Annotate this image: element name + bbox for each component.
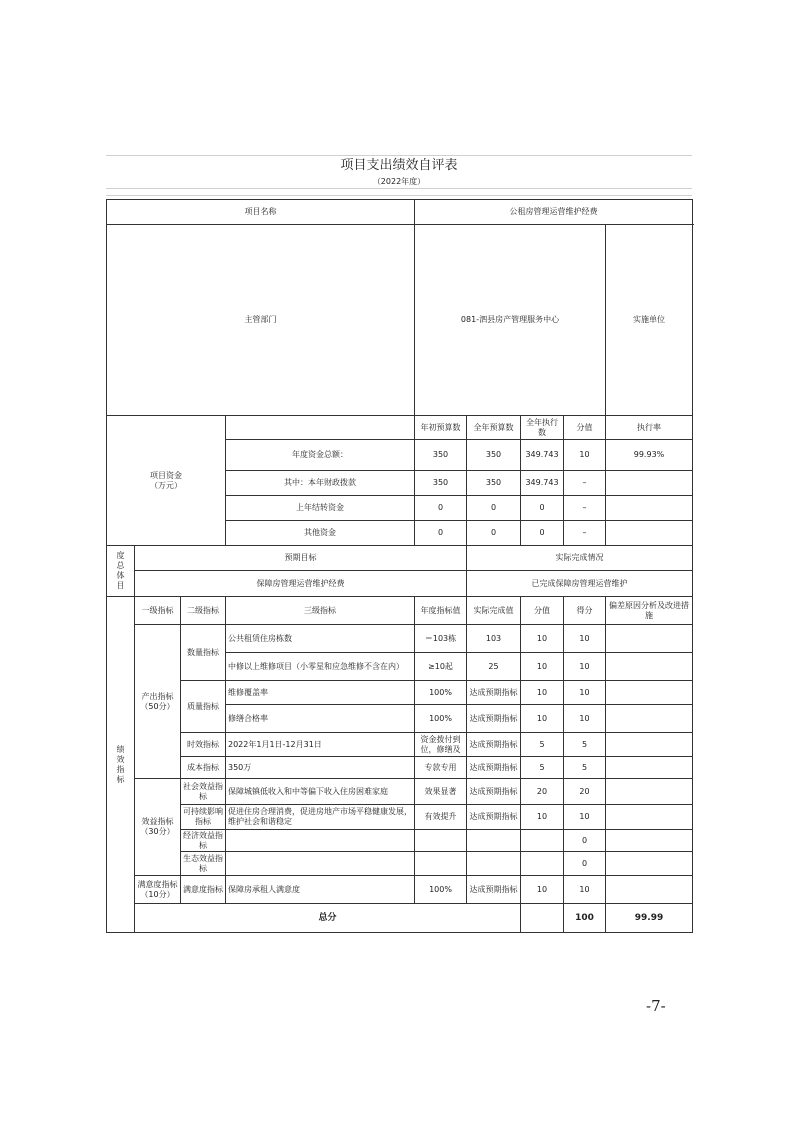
benefit-label — [135, 779, 181, 876]
indicator-remark — [606, 653, 693, 681]
indicator-remark — [606, 681, 693, 705]
indicator-remark — [606, 757, 693, 779]
indicator-row — [107, 681, 693, 705]
funds-header-blank — [226, 416, 415, 440]
indicator-got: 10 — [564, 805, 606, 830]
funds-header: 全年预算数 — [467, 416, 521, 440]
funds-cell — [606, 496, 693, 521]
indicator-row — [107, 852, 693, 876]
indicator-got: 5 — [564, 733, 606, 757]
indicators-header: 一级指标 — [135, 597, 181, 625]
funds-label-text: 项目资金 （万元） — [150, 470, 182, 490]
funds-header: 执行率 — [606, 416, 693, 440]
indicator-got: 20 — [564, 779, 606, 805]
funds-label — [107, 416, 226, 546]
indicator-remark — [606, 733, 693, 757]
funds-cell: 349.743 — [521, 471, 564, 496]
indicator-actual: 25 — [467, 653, 521, 681]
indicators-header: 得分 — [564, 597, 606, 625]
indicator-got: 10 — [564, 681, 606, 705]
funds-cell: – — [564, 496, 606, 521]
funds-cell: 350 — [467, 440, 521, 471]
goals-expected-value: 保障房管理运营维护经费 — [135, 571, 467, 597]
indicator-score — [521, 830, 564, 852]
indicator-target: ≥10起 — [415, 653, 467, 681]
indicator-target — [415, 852, 467, 876]
indicator-target: 资金拨付到位，修缮及 — [415, 733, 467, 757]
indicator-row — [107, 805, 693, 830]
funds-row-label: 年度资金总额： — [226, 440, 415, 471]
project-name-label: 项目名称 — [107, 200, 415, 225]
unit-label: 实施单位 — [606, 225, 693, 416]
benefit-label-text: 效益指标 （30分） — [140, 817, 175, 836]
indicators-header: 偏差原因分析及改进措施 — [606, 597, 693, 625]
funds-cell: 350 — [415, 440, 467, 471]
indicator-actual: 达成预期指标 — [467, 779, 521, 805]
row-goals-header — [107, 546, 693, 571]
indicator-name: 350万 — [226, 757, 415, 779]
indicator-name: 保障城镇低收入和中等偏下收入住房困难家庭 — [226, 779, 415, 805]
indicator-score: 10 — [521, 681, 564, 705]
indicator-row — [107, 733, 693, 757]
indicator-target: 有效提升 — [415, 805, 467, 830]
indicators-section-text: 绩 效 指 标 — [116, 744, 125, 784]
funds-cell: 0 — [521, 496, 564, 521]
time-label: 时效指标 — [181, 733, 226, 757]
indicator-score: 10 — [521, 705, 564, 733]
indicator-remark — [606, 876, 693, 904]
indicator-score — [521, 852, 564, 876]
quality-label: 质量指标 — [181, 681, 226, 733]
indicators-header: 分值 — [521, 597, 564, 625]
indicator-remark — [606, 852, 693, 876]
benefit-sub-label: 社会效益指标 — [181, 779, 226, 805]
indicator-name: 公共租赁住房栋数 — [226, 625, 415, 653]
indicators-header: 二级指标 — [181, 597, 226, 625]
indicator-score: 5 — [521, 733, 564, 757]
indicator-remark — [606, 830, 693, 852]
indicator-got: 10 — [564, 705, 606, 733]
indicators-header: 实际完成值 — [467, 597, 521, 625]
indicator-row — [107, 876, 693, 904]
funds-header: 分值 — [564, 416, 606, 440]
project-name-value: 公租房管理运营维护经费 — [415, 200, 693, 225]
indicator-score: 10 — [521, 805, 564, 830]
indicator-actual: 达成预期指标 — [467, 757, 521, 779]
indicator-name: 中修以上维修项目（小零星和应急维修不含在内） — [226, 653, 415, 681]
indicator-target: 100% — [415, 705, 467, 733]
indicator-actual: 达成预期指标 — [467, 876, 521, 904]
goals-label — [107, 546, 135, 597]
quantity-label: 数量指标 — [181, 625, 226, 681]
funds-cell — [606, 521, 693, 546]
indicators-section-label — [107, 597, 135, 933]
funds-header: 全年执行数 — [521, 416, 564, 440]
funds-cell: 0 — [415, 496, 467, 521]
goals-actual-value: 已完成保障房管理运营维护 — [467, 571, 693, 597]
indicator-name — [226, 852, 415, 876]
funds-cell: 10 — [564, 440, 606, 471]
funds-cell: 350 — [467, 471, 521, 496]
row-goals-values — [107, 571, 693, 597]
indicator-score: 10 — [521, 876, 564, 904]
dept-label: 主管部门 — [107, 225, 415, 416]
funds-header: 年初预算数 — [415, 416, 467, 440]
divider — [106, 195, 692, 196]
indicator-actual: 达成预期指标 — [467, 681, 521, 705]
benefit-sub-label: 经济效益指标 — [181, 830, 226, 852]
indicator-name: 促进住房合理消费，促进房地产市场平稳健康发展，维护社会和谐稳定 — [226, 805, 415, 830]
row-funds-header — [107, 416, 693, 440]
indicator-target: 效果显著 — [415, 779, 467, 805]
funds-cell — [606, 471, 693, 496]
indicator-name: 维修覆盖率 — [226, 681, 415, 705]
indicator-remark — [606, 705, 693, 733]
row-project-name — [107, 200, 693, 225]
indicator-got: 10 — [564, 876, 606, 904]
goals-label-text: 度 总 体 目 — [116, 551, 125, 590]
indicator-got: 10 — [564, 653, 606, 681]
funds-row-label: 其他资金 — [226, 521, 415, 546]
indicator-got: 0 — [564, 852, 606, 876]
indicator-target: 专款专用 — [415, 757, 467, 779]
total-label: 总分 — [135, 904, 521, 933]
funds-cell: 0 — [467, 521, 521, 546]
indicator-got: 0 — [564, 830, 606, 852]
indicator-row — [107, 779, 693, 805]
indicator-name — [226, 830, 415, 852]
indicator-remark — [606, 805, 693, 830]
funds-cell: 350 — [415, 471, 467, 496]
output-label — [135, 625, 181, 779]
page-number: -7- — [646, 997, 666, 1015]
indicator-target — [415, 830, 467, 852]
evaluation-table — [106, 199, 693, 933]
indicator-target: 100% — [415, 876, 467, 904]
indicator-score: 10 — [521, 653, 564, 681]
indicator-remark — [606, 779, 693, 805]
satisfaction-sub-label: 满意度指标 — [181, 876, 226, 904]
funds-cell: – — [564, 521, 606, 546]
goals-actual-header: 实际完成情况 — [467, 546, 693, 571]
indicator-name: 保障房承租人满意度 — [226, 876, 415, 904]
funds-row-label: 上年结转资金 — [226, 496, 415, 521]
total-score: 100 — [564, 904, 606, 933]
indicator-actual: 达成预期指标 — [467, 705, 521, 733]
indicator-target: ＝103栋 — [415, 625, 467, 653]
funds-cell: 99.93% — [606, 440, 693, 471]
indicator-row — [107, 830, 693, 852]
output-label-text: 产出指标 （50分） — [140, 691, 175, 711]
indicators-header: 年度指标值 — [415, 597, 467, 625]
dept-value: 081-泗县房产管理服务中心 — [415, 225, 606, 416]
row-department — [107, 225, 693, 416]
page-subtitle: （2022年度） — [372, 177, 426, 186]
funds-cell: 0 — [415, 521, 467, 546]
indicator-actual: 达成预期指标 — [467, 733, 521, 757]
funds-row-label: 其中：本年财政拨款 — [226, 471, 415, 496]
row-total — [107, 904, 693, 933]
page-title: 项目支出绩效自评表 — [340, 158, 458, 173]
indicator-row — [107, 625, 693, 653]
total-got: 99.99 — [606, 904, 693, 933]
indicator-score: 10 — [521, 625, 564, 653]
indicator-actual — [467, 852, 521, 876]
funds-cell: 0 — [467, 496, 521, 521]
benefit-sub-label: 可持续影响指标 — [181, 805, 226, 830]
indicator-remark — [606, 625, 693, 653]
indicator-row — [107, 757, 693, 779]
indicator-actual: 达成预期指标 — [467, 805, 521, 830]
divider — [106, 188, 692, 189]
funds-cell: 0 — [521, 521, 564, 546]
row-indicators-header — [107, 597, 693, 625]
benefit-sub-label: 生态效益指标 — [181, 852, 226, 876]
indicator-got: 5 — [564, 757, 606, 779]
goals-expected-header: 预期目标 — [135, 546, 467, 571]
total-blank — [521, 904, 564, 933]
indicator-got: 10 — [564, 625, 606, 653]
indicator-score: 20 — [521, 779, 564, 805]
indicators-header: 三级指标 — [226, 597, 415, 625]
indicator-target: 100% — [415, 681, 467, 705]
indicator-actual: 103 — [467, 625, 521, 653]
indicator-name: 修缮合格率 — [226, 705, 415, 733]
funds-cell: – — [564, 471, 606, 496]
satisfaction-label: 满意度指标（10分） — [135, 876, 181, 904]
cost-label: 成本指标 — [181, 757, 226, 779]
indicator-score: 5 — [521, 757, 564, 779]
indicator-name: 2022年1月1日-12月31日 — [226, 733, 415, 757]
funds-cell: 349.743 — [521, 440, 564, 471]
indicator-actual — [467, 830, 521, 852]
